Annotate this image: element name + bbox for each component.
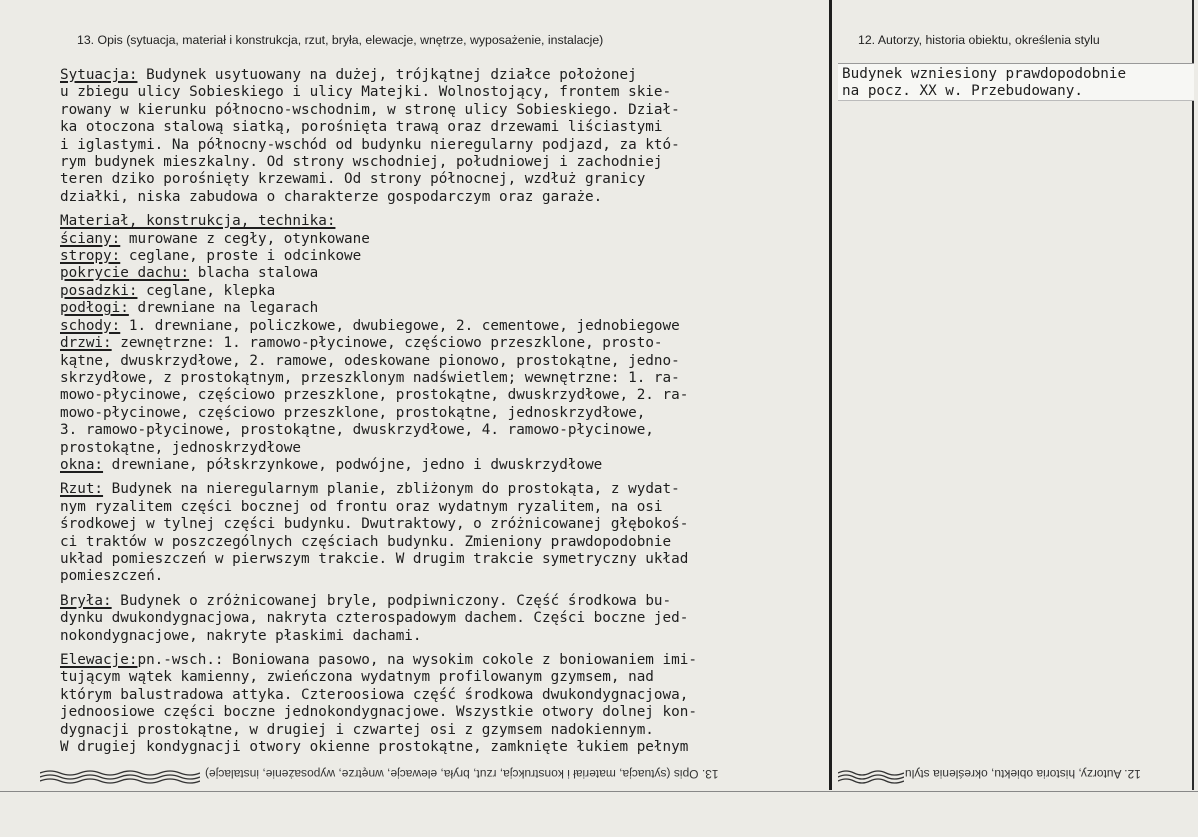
pokrycie-label: pokrycie dachu: — [60, 265, 190, 282]
description-column-heading: 13. Opis (sytuacja, materiał i konstrukcja, rzut, bryła, elewacje, wnętrze, wyposażenie, instalacje) — [77, 33, 604, 47]
text-line: W drugiej kondygnacji otwory okienne prostokątne, zamknięte łukiem pełnym — [60, 739, 689, 756]
text-line: kątne, dwuskrzydłowe, 2. ramowe, odeskowane pionowo, prostokątne, jedno- — [60, 352, 680, 369]
text-line: i iglastymi. Na północny-wschód od budynku nieregularny podjazd, za któ- — [60, 136, 680, 153]
right-edge-line — [1192, 0, 1194, 790]
drzwi-label: drzwi: — [60, 335, 112, 352]
rzut-section — [60, 481, 826, 585]
text-line: u zbiegu ulicy Sobieskiego i ulicy Matejki. Wolnostojący, frontem skie- — [60, 84, 672, 101]
material-section — [60, 213, 826, 474]
text-line: mowo-płycinowe, częściowo przeszklone, prostokątne, dwuskrzydłowe, 2. ra- — [60, 387, 689, 404]
text-line: Budynek usytuowany na dużej, trójkątnej działce położonej — [137, 67, 637, 83]
text-line: pn.-wsch.: Boniowana pasowo, na wysokim cokole z boniowaniem imi- — [137, 652, 697, 668]
column-divider — [829, 0, 832, 790]
sciany-value: murowane z cegły, otynkowane — [120, 230, 370, 247]
authors-column-heading: 12. Autorzy, historia obiektu, określenia stylu — [858, 33, 1100, 47]
text-line: Budynek wzniesiony prawdopodobnie — [842, 66, 1127, 82]
stropy-value: ceglane, proste i odcinkowe — [120, 248, 362, 265]
text-line: 3. ramowo-płycinowe, prostokątne, dwuskrzydłowe, 4. ramowo-płycinowe, — [60, 422, 654, 439]
reverse-side-bleed — [0, 762, 1198, 792]
elewacje-label: Elewacje: — [60, 652, 138, 668]
mirrored-right-heading: 12. Autorzy, historia obiektu, określenia stylu — [905, 767, 1141, 781]
text-line: ka otoczona stalową siatką, porośnięta trawą oraz drzewami liściastymi — [60, 119, 663, 136]
text-line: jednoosiowe części boczne jednokondygnacjowe. Wszystkie otwory dolnej kon- — [60, 704, 697, 721]
schody-label: schody: — [60, 317, 121, 334]
sytuacja-label: Sytuacja: — [60, 67, 138, 83]
text-line: na pocz. XX w. Przebudowany. — [842, 83, 1084, 100]
text-line: zewnętrzne: 1. ramowo-płycinowe, częściowo przeszklone, prosto- — [111, 335, 663, 352]
stropy-label: stropy: — [60, 248, 121, 265]
text-line: prostokątne, jednoskrzydłowe — [60, 439, 302, 456]
text-line: tującym wątek kamienny, zwieńczona wydatnym profilowanym gzymsem, nad — [60, 669, 654, 686]
rzut-label: Rzut: — [60, 481, 104, 498]
text-line: działki, niska zabudowa o charakterze gospodarczym oraz garaże. — [60, 188, 603, 205]
text-line: rym budynek mieszkalny. Od strony wschodniej, południowej i zachodniej — [60, 154, 663, 171]
text-line: teren dziko porośnięty krzewami. Od strony północnej, wzdłuż granicy — [60, 171, 646, 188]
okna-label: okna: — [60, 456, 104, 473]
text-line: Budynek na nieregularnym planie, zbliżonym do prostokąta, z wydat- — [103, 481, 680, 498]
text-line: nokondygnacjowe, nakryte płaskimi dachami. — [60, 627, 422, 644]
posadzki-label: posadzki: — [60, 282, 138, 299]
podlogi-label: podłogi: — [60, 300, 129, 317]
schody-value: 1. drewniane, policzkowe, dwubiegowe, 2. cementowe, jednobiegowe — [120, 317, 680, 334]
sciany-label: ściany: — [60, 230, 121, 247]
text-line: skrzydłowe, z prostokątnym, przeszklonym nadświetlem; wewnętrzne: 1. ra- — [60, 369, 680, 386]
bryla-section — [60, 593, 826, 645]
podlogi-value: drewniane na legarach — [128, 300, 319, 317]
mirrored-left-heading: 13. Opis (sytuacja, materiał i konstrukcja, rzut, bryła, elewacje, wnętrze, wyposażenie, instalacje) — [205, 767, 719, 781]
elewacje-section — [60, 652, 826, 756]
wave-ornament-icon — [838, 769, 904, 785]
text-line: Budynek o zróżnicowanej bryle, podpiwniczony. Część środkowa bu- — [111, 592, 672, 609]
bottom-rule — [0, 791, 1198, 792]
text-line: środkowej w tylnej części budynku. Dwutraktowy, o zróżnicowanej głębokoś- — [60, 516, 689, 533]
authors-body — [842, 66, 1126, 101]
text-line: pomieszczeń. — [60, 568, 164, 585]
text-line: dynku dwukondygnacjowa, nakryta czterospadowym dachem. Części boczne jed- — [60, 610, 689, 627]
text-line: mowo-płycinowe, częściowo przeszklone, prostokątne, jednoskrzydłowe, — [60, 404, 646, 421]
bryla-label: Bryła: — [60, 592, 112, 609]
text-line: układ pomieszczeń w pierwszym trakcie. W drugim trakcie symetryczny układ — [60, 550, 689, 567]
text-line: którym balustradowa attyka. Czteroosiowa część środkowa dwukondygnacjowa, — [60, 686, 689, 703]
text-line: dygnacji prostokątne, w drugiej i czwartej osi z gzymsem nadokiennym. — [60, 721, 654, 738]
sytuacja-section — [60, 67, 826, 206]
description-body — [60, 67, 826, 756]
posadzki-value: ceglane, klepka — [137, 282, 276, 299]
wave-ornament-icon — [40, 769, 200, 785]
pokrycie-value: blacha stalowa — [189, 265, 319, 282]
material-heading: Materiał, konstrukcja, technika: — [60, 213, 336, 230]
text-line: ci traktów w poszczególnych częściach budynku. Zmieniony prawdopodobnie — [60, 533, 672, 550]
text-line: nym ryzalitem części bocznej od frontu oraz wydatnym ryzalitem, na osi — [60, 498, 663, 515]
okna-value: drewniane, półskrzynkowe, podwójne, jedno i dwuskrzydłowe — [103, 456, 603, 473]
text-line: rowany w kierunku północno-wschodnim, w stronę ulicy Sobieskiego. Dział- — [60, 101, 680, 118]
